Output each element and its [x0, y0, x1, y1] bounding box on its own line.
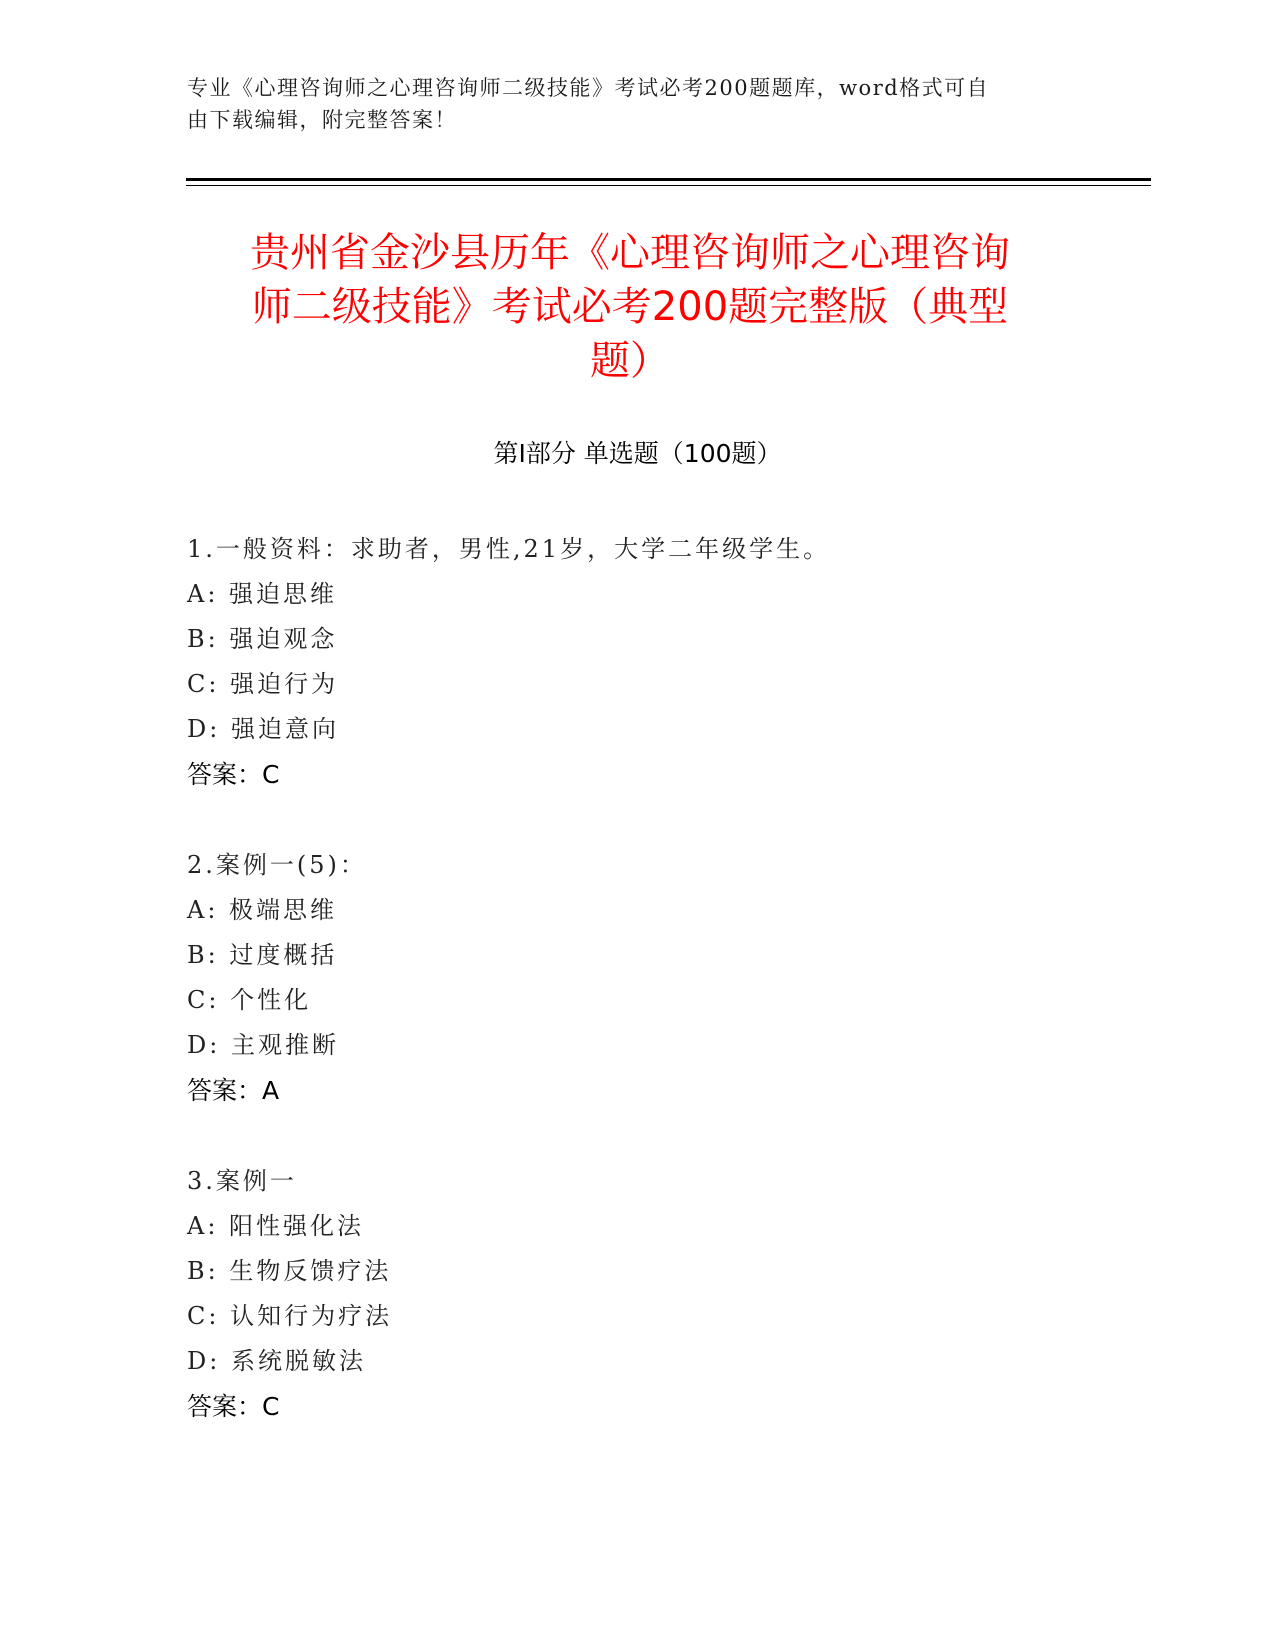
- option-d: D: 主观推断: [187, 1031, 339, 1059]
- question-stem: 1.一般资料：求助者，男性,21岁，大学二年级学生。: [187, 535, 831, 563]
- header-note: [187, 72, 1067, 136]
- document-title-line-2: 师二级技能》考试必考200题完整版（典型: [251, 284, 1009, 330]
- option-a: A: 极端思维: [187, 896, 338, 924]
- question-stem: 2.案例一(5)：: [187, 851, 367, 879]
- section-title: 第Ⅰ部分 单选题（100题）: [493, 439, 782, 468]
- document-title-line-3: 题）: [590, 338, 670, 384]
- question-2: [187, 843, 1087, 1113]
- question-1: [187, 527, 1087, 797]
- option-a: A: 阳性强化法: [187, 1212, 365, 1240]
- header-note-line-2: 由下载编辑，附完整答案！: [187, 108, 457, 132]
- answer-line: 答案：C: [187, 760, 280, 789]
- question-list: [187, 527, 1087, 1475]
- header-rule-thin: [186, 185, 1151, 186]
- option-d: D: 系统脱敏法: [187, 1347, 366, 1375]
- option-b: B: 生物反馈疗法: [187, 1257, 392, 1285]
- option-d: D: 强迫意向: [187, 715, 339, 743]
- header-rule-thick: [186, 178, 1151, 181]
- document-title-line-1: 贵州省金沙县历年《心理咨询师之心理咨询: [250, 230, 1010, 276]
- question-3: [187, 1159, 1087, 1429]
- question-stem: 3.案例一: [187, 1167, 297, 1195]
- option-c: C: 个性化: [187, 986, 312, 1014]
- option-a: A: 强迫思维: [187, 580, 338, 608]
- option-b: B: 过度概括: [187, 941, 338, 969]
- option-c: C: 认知行为疗法: [187, 1302, 393, 1330]
- header-note-line-1: 专业《心理咨询师之心理咨询师二级技能》考试必考200题题库，word格式可自: [187, 76, 990, 100]
- answer-line: 答案：C: [187, 1392, 280, 1421]
- option-b: B: 强迫观念: [187, 625, 338, 653]
- answer-line: 答案：A: [187, 1076, 280, 1105]
- document-title: [180, 226, 1080, 388]
- option-c: C: 强迫行为: [187, 670, 339, 698]
